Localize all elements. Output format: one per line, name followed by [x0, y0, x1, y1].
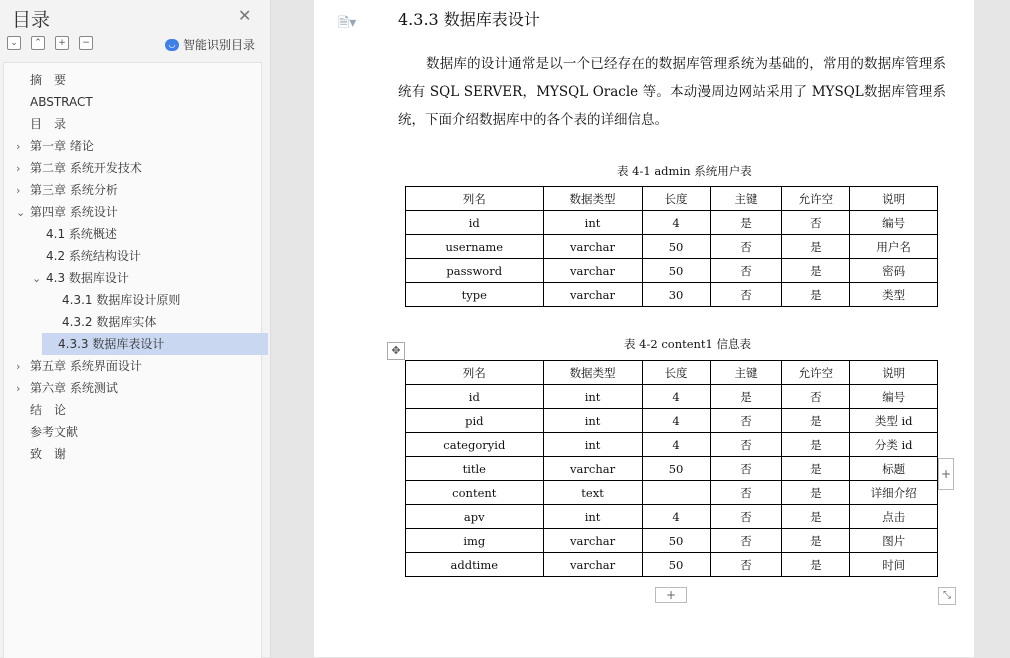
table-cell[interactable]: varchar	[543, 553, 642, 577]
add-row-button[interactable]: +	[655, 587, 687, 603]
table-cell[interactable]: int	[543, 385, 642, 409]
chevron-right-icon[interactable]: ›	[16, 184, 21, 197]
table-cell[interactable]: int	[543, 211, 642, 235]
table-cell[interactable]: 50	[642, 259, 710, 283]
chevron-right-icon[interactable]: ›	[16, 162, 21, 175]
toc-item[interactable]	[32, 267, 129, 289]
header-cell[interactable]: 数据类型	[543, 361, 642, 385]
table-cell[interactable]: password	[406, 259, 544, 283]
table-content1[interactable]	[405, 360, 938, 577]
table-cell[interactable]: 类型	[850, 283, 938, 307]
body-paragraph: 数据库的设计通常是以一个已经存在的数据库管理系统为基础的，常用的数据库管理系统有 SQL SERVER，MYSQL Oracle 等。本动漫周边网站采用了 MYSQL数据库管理系统，下面介绍数据库中的各个表的详细信息。	[398, 56, 946, 128]
toc-item-label: 致 谢	[30, 447, 67, 461]
table-cell[interactable]: 4	[642, 409, 710, 433]
section-heading: 4.3.3 数据库表设计	[398, 10, 540, 29]
table-cell[interactable]: 用户名	[850, 235, 938, 259]
table-cell[interactable]: 否	[710, 283, 782, 307]
table-cell[interactable]: varchar	[543, 235, 642, 259]
table-cell[interactable]: 否	[710, 481, 782, 505]
table-cell[interactable]: varchar	[543, 457, 642, 481]
table-cell[interactable]: 标题	[850, 457, 938, 481]
expand-all-icon[interactable]: ⌄	[7, 36, 21, 50]
smart-toc-button[interactable]	[165, 36, 255, 53]
table-resize-icon[interactable]: ⤡	[938, 587, 956, 605]
add-level-icon[interactable]: +	[55, 36, 69, 50]
table-cell[interactable]: varchar	[543, 259, 642, 283]
toc-item[interactable]	[26, 443, 66, 465]
table-cell[interactable]: 否	[710, 433, 782, 457]
table-cell[interactable]: 是	[710, 211, 782, 235]
table-cell[interactable]: 否	[710, 553, 782, 577]
table-cell[interactable]: 是	[782, 259, 850, 283]
table-row	[406, 211, 938, 235]
table-cell[interactable]: 否	[710, 505, 782, 529]
table-cell[interactable]: 4	[642, 211, 710, 235]
table-row	[406, 409, 938, 433]
chevron-down-icon[interactable]: ⌄	[16, 206, 26, 219]
toc-list	[3, 62, 262, 658]
header-cell[interactable]: 长度	[642, 361, 710, 385]
toc-item[interactable]	[16, 157, 142, 179]
page-icon[interactable]: 🗎▾	[338, 15, 357, 31]
toc-item[interactable]	[26, 421, 78, 443]
smart-toc-label: 智能识别目录	[183, 38, 256, 52]
table-cell[interactable]: 4	[642, 385, 710, 409]
table-cell[interactable]: 是	[782, 433, 850, 457]
toc-item[interactable]	[16, 135, 94, 157]
toc-item-label: 第六章 系统测试	[30, 381, 118, 395]
close-icon[interactable]: ✕	[238, 6, 252, 25]
toc-item-label: 第五章 系统界面设计	[30, 359, 142, 373]
chevron-right-icon[interactable]: ›	[16, 140, 21, 153]
table-cell[interactable]: 类型 id	[850, 409, 938, 433]
table-cell[interactable]: 否	[710, 259, 782, 283]
chevron-down-icon[interactable]: ⌄	[32, 272, 42, 285]
table-cell[interactable]: 30	[642, 283, 710, 307]
table-row	[406, 235, 938, 259]
table-cell[interactable]: 图片	[850, 529, 938, 553]
toc-item[interactable]	[26, 91, 93, 113]
toc-item[interactable]	[16, 355, 142, 377]
toc-item-label: 4.3.2 数据库实体	[62, 315, 157, 329]
table-cell[interactable]: varchar	[543, 529, 642, 553]
header-cell[interactable]: 主键	[710, 361, 782, 385]
table-row	[406, 259, 938, 283]
chevron-right-icon[interactable]: ›	[16, 382, 21, 395]
add-column-button[interactable]: +	[938, 458, 954, 490]
toc-item[interactable]	[58, 311, 156, 333]
table-cell[interactable]: int	[543, 409, 642, 433]
toc-item[interactable]	[42, 333, 268, 355]
table-cell[interactable]: 详细介绍	[850, 481, 938, 505]
remove-level-icon[interactable]: −	[79, 36, 93, 50]
ai-icon: ◡	[165, 39, 179, 51]
table-cell[interactable]: int	[543, 433, 642, 457]
toc-item-label: 结 论	[30, 403, 67, 417]
toc-item-label: 第一章 绪论	[30, 139, 94, 153]
table-cell[interactable]: 50	[642, 529, 710, 553]
table-row	[406, 385, 938, 409]
toc-sidebar	[0, 0, 271, 657]
table-row	[406, 481, 938, 505]
table-cell[interactable]: 分类 id	[850, 433, 938, 457]
table-cell[interactable]: id	[406, 211, 544, 235]
table-cell[interactable]: 50	[642, 235, 710, 259]
toc-item-label: 4.3 数据库设计	[46, 271, 129, 285]
table-cell[interactable]: 是	[782, 529, 850, 553]
table-cell[interactable]: apv	[406, 505, 544, 529]
toc-item[interactable]	[42, 245, 141, 267]
table-cell[interactable]: 50	[642, 553, 710, 577]
table-cell[interactable]: 是	[710, 385, 782, 409]
chevron-right-icon[interactable]: ›	[16, 360, 21, 373]
table-admin[interactable]	[405, 186, 938, 307]
table-cell[interactable]: int	[543, 505, 642, 529]
header-cell[interactable]: 列名	[406, 361, 544, 385]
toc-item-label: 4.2 系统结构设计	[46, 249, 141, 263]
toc-item-label: 4.3.3 数据库表设计	[58, 337, 165, 351]
table-cell[interactable]: 4	[642, 433, 710, 457]
table-cell[interactable]: pid	[406, 409, 544, 433]
table-cell[interactable]: 编号	[850, 211, 938, 235]
table-cell[interactable]: 是	[782, 553, 850, 577]
collapse-all-icon[interactable]: ⌃	[31, 36, 45, 50]
table-cell[interactable]: 否	[782, 385, 850, 409]
header-cell[interactable]: 长度	[642, 187, 710, 211]
table-cell[interactable]: 否	[710, 457, 782, 481]
header-cell[interactable]: 主键	[710, 187, 782, 211]
table-move-icon[interactable]: ✥	[387, 342, 405, 360]
table-row	[406, 283, 938, 307]
table-row	[406, 505, 938, 529]
toc-item[interactable]	[16, 179, 118, 201]
table-row	[406, 433, 938, 457]
header-cell[interactable]: 列名	[406, 187, 544, 211]
table-cell[interactable]: content	[406, 481, 544, 505]
table-cell[interactable]: categoryid	[406, 433, 544, 457]
table-cell[interactable]: varchar	[543, 283, 642, 307]
table-cell[interactable]: 时间	[850, 553, 938, 577]
toc-item[interactable]	[16, 201, 118, 223]
table-cell[interactable]: 否	[710, 529, 782, 553]
toc-item-label: 第二章 系统开发技术	[30, 161, 142, 175]
toc-item[interactable]	[42, 223, 117, 245]
table-cell[interactable]: 否	[710, 409, 782, 433]
table-row	[406, 529, 938, 553]
table2-caption: 表 4-2 content1 信息表	[624, 337, 752, 351]
table-cell[interactable]: username	[406, 235, 544, 259]
header-cell[interactable]: 数据类型	[543, 187, 642, 211]
toc-item[interactable]	[58, 289, 180, 311]
table-row	[406, 457, 938, 481]
table-cell[interactable]: 否	[710, 235, 782, 259]
table-cell[interactable]: addtime	[406, 553, 544, 577]
toc-item-label: 4.1 系统概述	[46, 227, 117, 241]
table-cell[interactable]: 是	[782, 235, 850, 259]
toc-item[interactable]	[26, 69, 66, 91]
toc-title: 目录	[12, 9, 51, 31]
table-cell[interactable]	[642, 481, 710, 505]
table-cell[interactable]: img	[406, 529, 544, 553]
table-cell[interactable]: 是	[782, 409, 850, 433]
table1-caption: 表 4-1 admin 系统用户表	[617, 164, 752, 178]
table-cell[interactable]: id	[406, 385, 544, 409]
table-cell[interactable]: 50	[642, 457, 710, 481]
header-cell[interactable]: 说明	[850, 187, 938, 211]
table-cell[interactable]: 否	[782, 211, 850, 235]
table-header-row	[406, 187, 938, 211]
table-cell[interactable]: 是	[782, 481, 850, 505]
header-cell[interactable]: 说明	[850, 361, 938, 385]
table-cell[interactable]: 是	[782, 505, 850, 529]
header-cell[interactable]: 允许空	[782, 361, 850, 385]
table-cell[interactable]: text	[543, 481, 642, 505]
header-cell[interactable]: 允许空	[782, 187, 850, 211]
toc-item[interactable]	[16, 377, 118, 399]
toc-toolbar	[7, 36, 93, 50]
toc-item-label: 摘 要	[30, 73, 67, 87]
table-cell[interactable]: title	[406, 457, 544, 481]
table-cell[interactable]: 编号	[850, 385, 938, 409]
toc-item-label: 4.3.1 数据库设计原则	[62, 293, 181, 307]
table-cell[interactable]: 密码	[850, 259, 938, 283]
table-header-row	[406, 361, 938, 385]
toc-item[interactable]	[26, 113, 66, 135]
table-row	[406, 553, 938, 577]
table-cell[interactable]: 4	[642, 505, 710, 529]
table-cell[interactable]: 是	[782, 283, 850, 307]
toc-item-label: 第三章 系统分析	[30, 183, 118, 197]
toc-item-label: 第四章 系统设计	[30, 205, 118, 219]
table-cell[interactable]: 点击	[850, 505, 938, 529]
toc-item-label: 目 录	[30, 117, 67, 131]
table-cell[interactable]: 是	[782, 457, 850, 481]
table-cell[interactable]: type	[406, 283, 544, 307]
toc-item-label: 参考文献	[30, 425, 79, 439]
toc-item-label: ABSTRACT	[30, 95, 93, 109]
toc-item[interactable]	[26, 399, 66, 421]
